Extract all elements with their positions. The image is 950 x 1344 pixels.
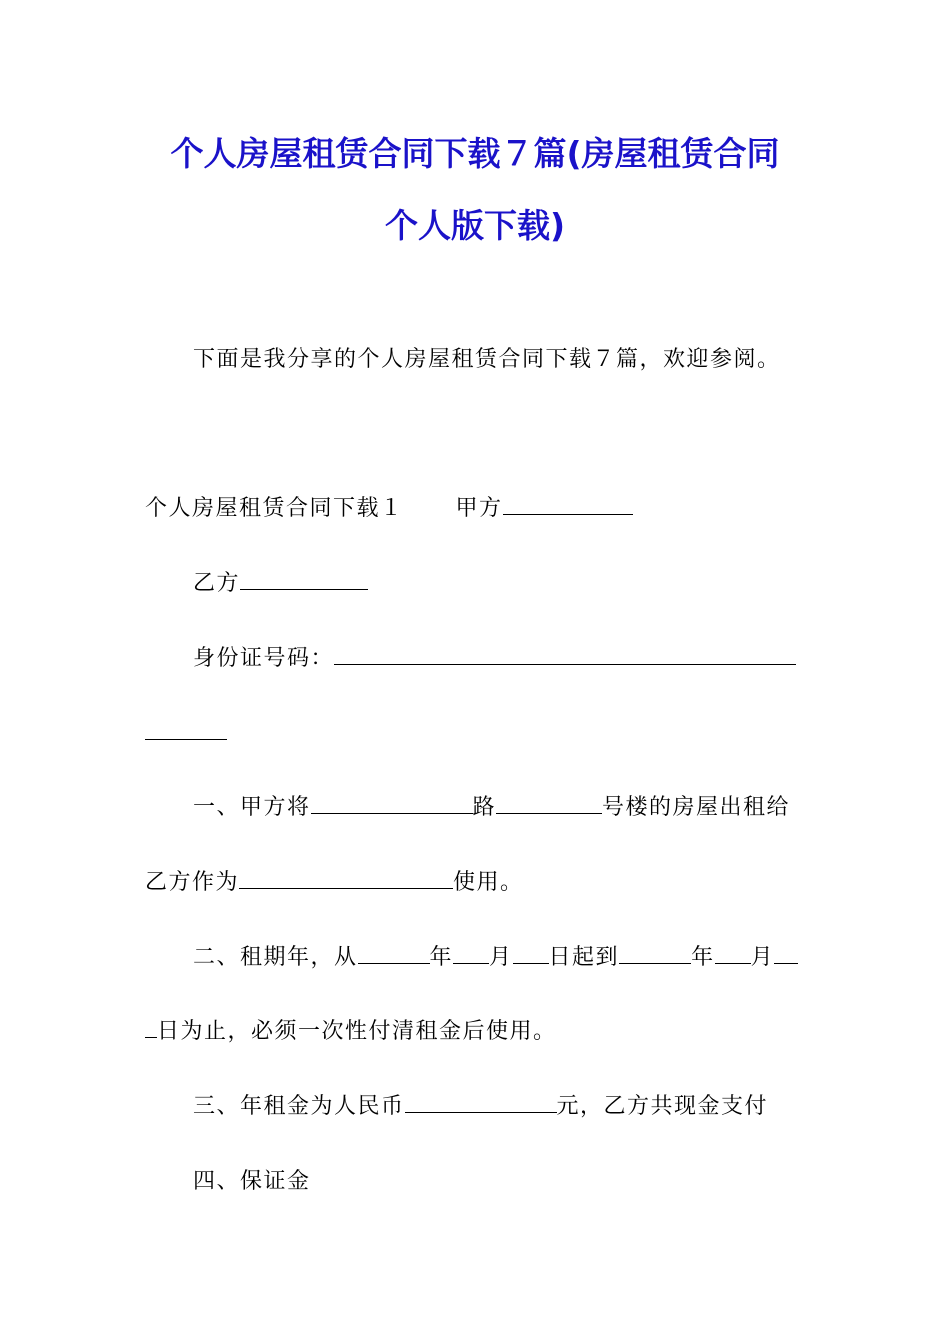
id-number-blank-cont	[145, 721, 227, 740]
clause-2-text-a: 二、租期年，从	[193, 945, 358, 970]
clause-3-line	[193, 1092, 768, 1122]
party-b-label: 乙方	[193, 571, 241, 596]
clause-1-text-c: 号楼的房屋出租给	[602, 795, 791, 820]
id-number-line-cont	[145, 719, 227, 749]
contract-heading: 个人房屋租赁合同下载１	[145, 496, 404, 521]
party-b-line	[193, 569, 368, 599]
id-number-label: 身份证号码：	[193, 646, 335, 671]
clause-2-text-end: 日为止，必须一次性付清租金后使用。	[157, 1019, 557, 1044]
clause-1-text-b: 路	[472, 795, 497, 820]
clause-4-line: 四、保证金	[193, 1169, 311, 1194]
clause-2-blank-start-year	[358, 945, 430, 964]
clause-2-line-1	[193, 943, 798, 973]
clause-2-line-2	[145, 1017, 557, 1047]
clause-1-blank-road	[311, 795, 473, 814]
clause-1-blank-building	[496, 795, 602, 814]
clause-2-year-2: 年	[691, 945, 715, 970]
clause-3-blank-rent	[405, 1094, 557, 1113]
document-title-line-2: 个人版下载)	[384, 206, 566, 245]
intro-paragraph: 下面是我分享的个人房屋租赁合同下载７篇，欢迎参阅。	[193, 347, 781, 372]
clause-3-text-b: 元，乙方共现金支付	[556, 1094, 769, 1119]
clause-1-blank-use	[239, 870, 453, 889]
clause-2-month-2: 月	[750, 945, 775, 970]
clause-2-blank-start-day	[513, 945, 549, 964]
clause-1-text-e: 使用。	[453, 870, 524, 895]
party-a-blank	[503, 496, 633, 515]
clause-2-blank-end-year	[619, 945, 691, 964]
id-number-line	[193, 644, 796, 674]
clause-2-day-to: 日起到	[548, 945, 620, 970]
clause-2-month-1: 月	[489, 945, 513, 970]
clause-2-blank-start-month	[453, 945, 489, 964]
document-title-line-1: 个人房屋租赁合同下载７篇(房屋租赁合同	[170, 134, 780, 173]
clause-1-text-a: 一、甲方将	[193, 795, 311, 820]
clause-2-blank-end-month	[715, 945, 751, 964]
party-a-label: 甲方	[455, 496, 503, 521]
party-b-blank	[240, 571, 368, 590]
clause-2-blank-end-day	[774, 945, 798, 964]
id-number-blank	[334, 646, 796, 665]
clause-1-text-d: 乙方作为	[145, 870, 240, 895]
clause-2-blank-end-day-cont	[145, 1019, 157, 1038]
contract-heading-line	[145, 494, 633, 524]
clause-1-line-2	[145, 868, 524, 898]
clause-2-year-1: 年	[429, 945, 454, 970]
clause-1-line-1	[193, 793, 790, 823]
clause-3-text-a: 三、年租金为人民币	[193, 1094, 405, 1119]
